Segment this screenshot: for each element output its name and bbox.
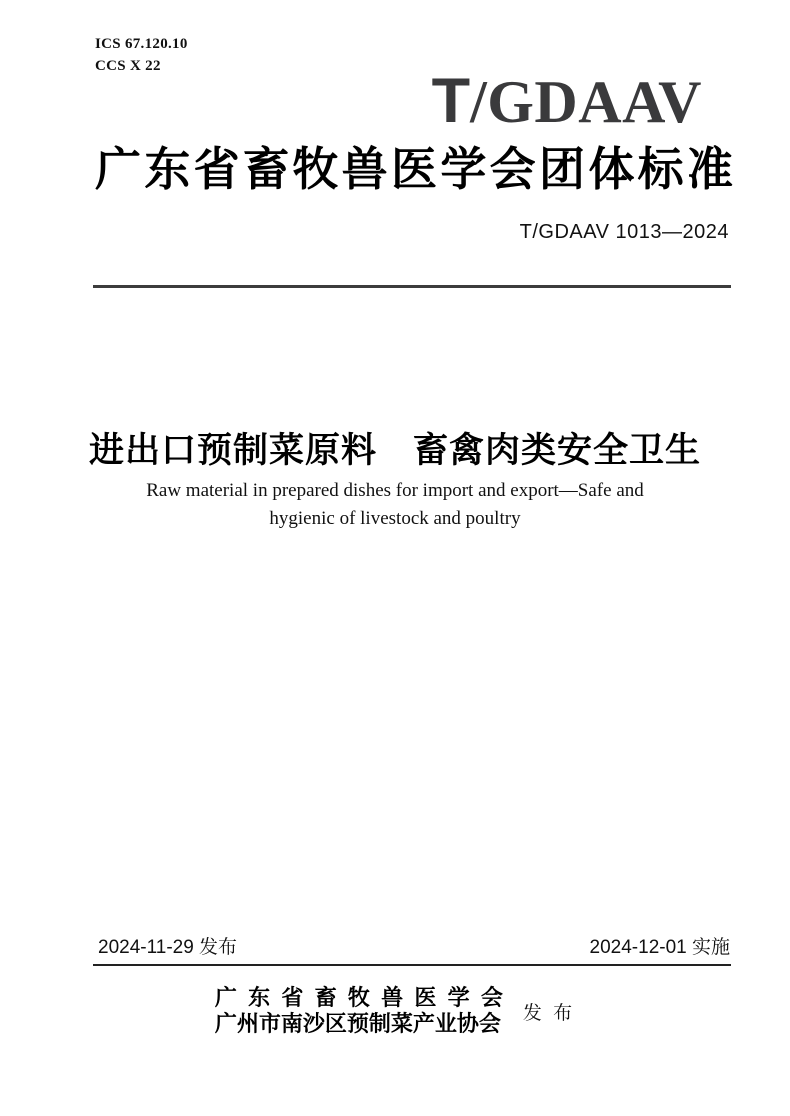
tgdaav-logo bbox=[431, 66, 702, 136]
header-rule bbox=[93, 285, 731, 288]
implementation-date: 2024-12-01 实施 bbox=[589, 937, 730, 958]
ics-code: ICS 67.120.10 bbox=[95, 36, 188, 52]
footer-rule bbox=[93, 964, 731, 966]
subtitle-english bbox=[0, 477, 790, 532]
publisher-name-association: 广州市南沙区预制菜产业协会 bbox=[214, 1011, 501, 1036]
logo-t-mark: T bbox=[431, 66, 471, 136]
society-standard-title: 广东省畜牧兽医学会团体标准 bbox=[95, 144, 733, 195]
publisher-names bbox=[215, 985, 503, 1037]
standard-number: T/GDAAV 1013—2024 bbox=[519, 221, 729, 243]
ccs-code: CCS X 22 bbox=[95, 58, 161, 74]
subtitle-english-line2: hygienic of livestock and poultry bbox=[269, 507, 521, 529]
publisher-row bbox=[0, 985, 790, 1037]
issue-date: 2024-11-29 发布 bbox=[98, 937, 238, 958]
release-label: 发 布 bbox=[522, 1002, 576, 1024]
subtitle-english-line1: Raw material in prepared dishes for import and export—Safe and bbox=[146, 480, 644, 501]
publisher-name-society: 广东省畜牧兽医学会 bbox=[214, 985, 503, 1010]
main-title-chinese: 进出口预制菜原料 畜禽肉类安全卫生 bbox=[88, 431, 701, 470]
dates-row bbox=[98, 932, 730, 959]
logo-gdaav-mark: /GDAAV bbox=[470, 69, 702, 135]
